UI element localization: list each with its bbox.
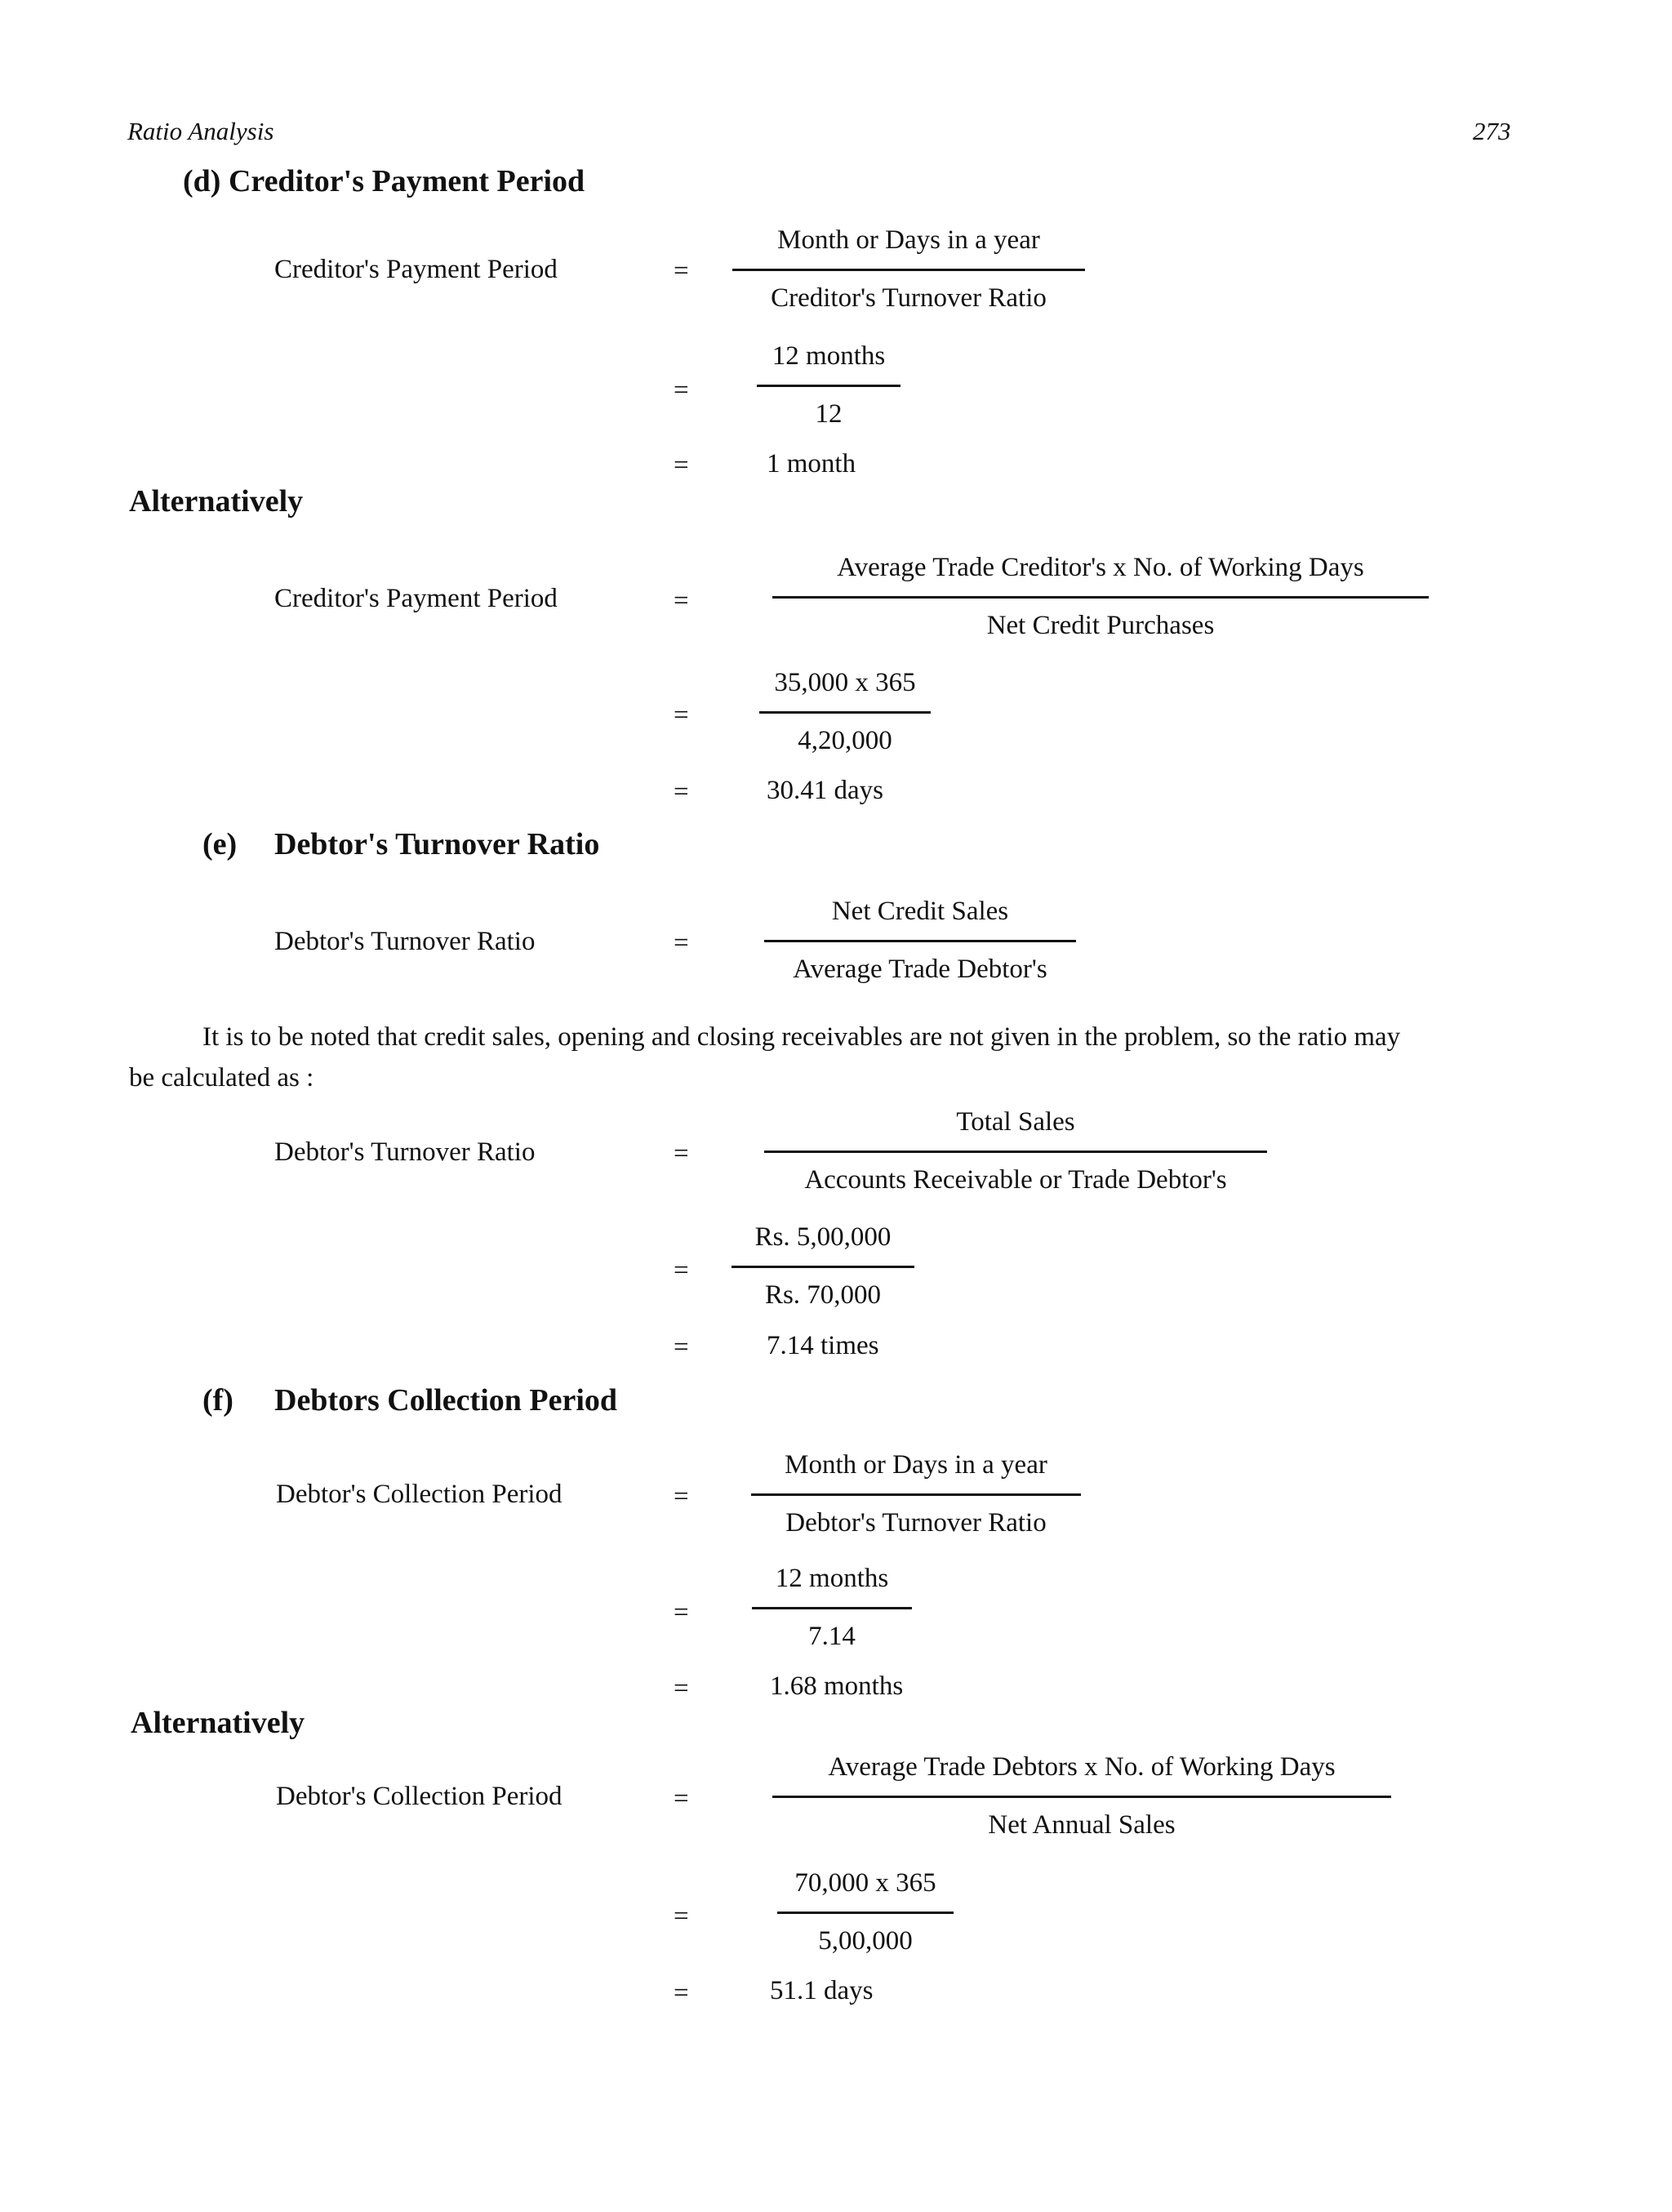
equals-sign: = [674,376,689,405]
denominator: 5,00,000 [818,1926,913,1956]
numerator: Total Sales [956,1107,1075,1137]
alternatively-heading-1: Alternatively [129,484,304,519]
equals-sign: = [674,1902,689,1931]
numerator: Net Credit Sales [831,897,1009,926]
section-e-label: (e) [202,827,238,861]
numerator: Average Trade Debtors x No. of Working Days [828,1752,1336,1782]
denominator: Creditor's Turnover Ratio [771,283,1047,313]
fraction-bar [764,940,1076,942]
denominator: Debtor's Turnover Ratio [785,1508,1047,1538]
equals-sign: = [674,1978,689,2008]
numerator: 70,000 x 365 [794,1868,936,1898]
denominator: Net Credit Purchases [986,611,1215,640]
numerator: 12 months [775,1564,889,1593]
note-line-2: be calculated as : [129,1063,314,1093]
fraction-bar [732,269,1085,271]
dtr2-label: Debtor's Turnover Ratio [274,1137,536,1167]
denominator: Rs. 70,000 [764,1280,882,1310]
denominator: 4,20,000 [798,726,892,755]
equals-sign: = [674,701,689,730]
cpp2-fraction-2 [759,668,931,758]
note-line-1: It is to be noted that credit sales, opening and closing receivables are not given in the problem, so the ratio may [202,1022,1401,1052]
dcp1-result: 1.68 months [770,1671,904,1701]
cpp1-result: 1 month [767,449,856,478]
section-f-label: (f) [202,1383,233,1418]
dcp1-fraction-1 [751,1450,1081,1540]
dcp2-result: 51.1 days [770,1976,874,2005]
cpp2-label: Creditor's Payment Period [274,584,558,613]
section-d-heading: (d) Creditor's Payment Period [183,164,585,198]
denominator: Net Annual Sales [988,1810,1176,1840]
note-paragraph [129,1017,1517,1098]
dtr2-fraction-2 [732,1222,914,1312]
numerator: 35,000 x 365 [774,668,916,697]
alternatively-heading-2: Alternatively [131,1706,305,1740]
fraction-bar [777,1912,954,1914]
denominator: 7.14 [808,1622,856,1651]
dcp1-label: Debtor's Collection Period [276,1480,563,1509]
numerator: 12 months [772,341,886,371]
fraction-bar [772,1796,1391,1798]
equals-sign: = [674,1139,689,1168]
fraction-bar [772,596,1429,599]
equals-sign: = [674,1784,689,1814]
equals-sign: = [674,586,689,616]
dtr2-result: 7.14 times [767,1331,879,1360]
equals-sign: = [674,1256,689,1285]
page-number: 273 [1473,117,1511,145]
section-f-title: Debtors Collection Period [274,1383,618,1418]
denominator: Average Trade Debtor's [793,955,1047,984]
equals-sign: = [674,1674,689,1703]
denominator: Accounts Receivable or Trade Debtor's [804,1165,1227,1195]
fraction-bar [732,1266,914,1268]
equals-sign: = [674,928,689,958]
cpp2-fraction-1 [772,553,1429,643]
fraction-bar [751,1493,1081,1496]
dtr1-fraction-1 [764,897,1076,986]
cpp1-fraction-2 [757,341,900,431]
running-title: Ratio Analysis [127,117,274,145]
fraction-bar [757,385,900,387]
numerator: Month or Days in a year [785,1450,1047,1480]
numerator: Rs. 5,00,000 [754,1222,892,1252]
denominator: 12 [815,399,843,429]
dtr2-fraction-1 [764,1107,1267,1197]
cpp1-label: Creditor's Payment Period [274,255,558,284]
fraction-bar [759,711,931,714]
fraction-bar [764,1151,1267,1153]
cpp1-fraction-1 [732,225,1085,315]
equals-sign: = [674,1333,689,1362]
equals-sign: = [674,451,689,480]
dtr1-label: Debtor's Turnover Ratio [274,927,536,956]
dcp2-label: Debtor's Collection Period [276,1782,563,1811]
numerator: Average Trade Creditor's x No. of Working Days [837,553,1364,582]
equals-sign: = [674,1482,689,1511]
dcp1-fraction-2 [752,1564,912,1653]
equals-sign: = [674,777,689,807]
section-e-title: Debtor's Turnover Ratio [274,827,600,861]
cpp2-result: 30.41 days [767,776,883,805]
fraction-bar [752,1607,912,1609]
equals-sign: = [674,256,689,286]
numerator: Month or Days in a year [777,225,1040,255]
dcp2-fraction-1 [772,1752,1391,1842]
equals-sign: = [674,1598,689,1627]
dcp2-fraction-2 [777,1868,954,1958]
